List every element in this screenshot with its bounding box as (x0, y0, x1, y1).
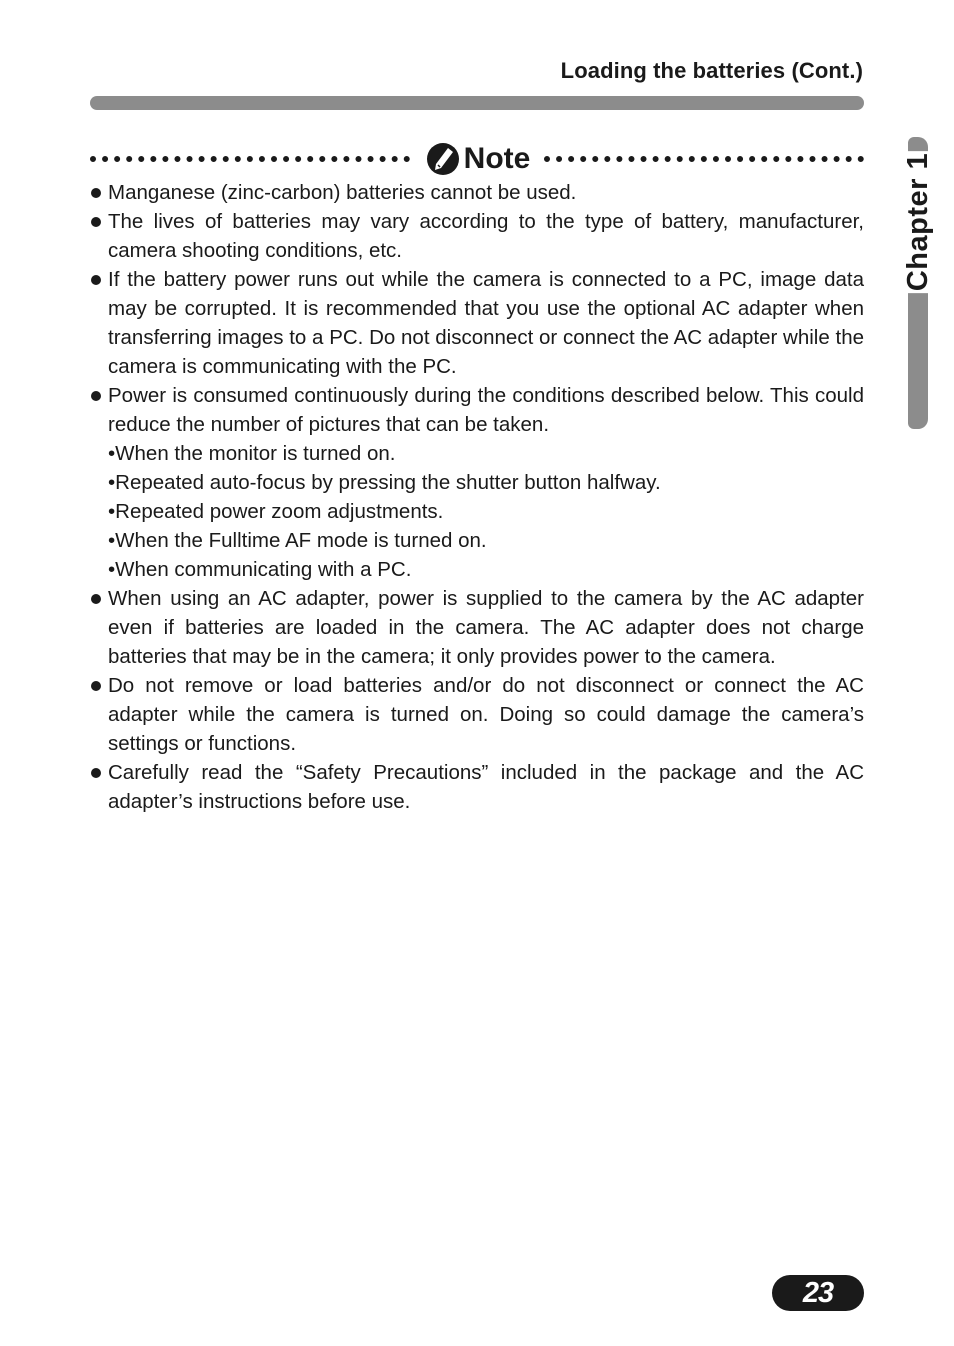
note-item (90, 178, 864, 207)
note-title: Note (463, 142, 531, 175)
page-header-title: Loading the batteries (Cont.) (560, 58, 863, 83)
note-item (90, 207, 864, 265)
note-item-text: Carefully read the “Safety Precautions” included in the package and the AC adapter’s instructions before use. (108, 761, 864, 813)
note-subitem: •When the Fulltime AF mode is turned on. (108, 529, 487, 552)
note-item (90, 671, 864, 758)
note-heading (426, 142, 531, 176)
bullet-dot-icon (91, 768, 101, 778)
bullet-dot-icon (91, 275, 101, 285)
note-item-text: If the battery power runs out while the camera is connected to a PC, image data may be corrupted. It is recommended that you use the optional AC adapter when transferring images to a PC. Do not disconnect or connect the AC adapter while the camera is communicating with the PC. (108, 268, 864, 378)
note-item-text: Power is consumed continuously during the conditions described below. This could reduce the number of pictures that can be taken. (108, 384, 864, 436)
note-item-text: When using an AC adapter, power is supplied to the camera by the AC adapter even if batteries are loaded in the camera. The AC adapter does not charge batteries that may be in the camera; it only provides power to the camera. (108, 587, 864, 668)
note-subitem: •When communicating with a PC. (108, 558, 412, 581)
note-item-text: Manganese (zinc-carbon) batteries cannot be used. (108, 181, 577, 204)
note-heading-row (90, 140, 864, 178)
note-item-text: The lives of batteries may vary according to the type of battery, manufacturer, camera shooting conditions, etc. (108, 210, 864, 262)
chapter-label: Chapter 1 (902, 152, 934, 292)
bullet-dot-icon (91, 594, 101, 604)
header-rule (90, 96, 864, 110)
note-item (90, 265, 864, 381)
bullet-dot-icon (91, 217, 101, 227)
note-subitem: •Repeated auto-focus by pressing the shutter button halfway. (108, 471, 661, 494)
dotted-rule-right (544, 156, 864, 162)
note-pencil-icon (426, 142, 460, 176)
bullet-dot-icon (91, 188, 101, 198)
note-subitem: •When the monitor is turned on. (108, 442, 396, 465)
dotted-rule-left (90, 156, 410, 162)
note-subitem: •Repeated power zoom adjustments. (108, 500, 444, 523)
note-item (90, 758, 864, 816)
note-content (90, 178, 864, 816)
note-item-text: Do not remove or load batteries and/or do not disconnect or connect the AC adapter while the camera is turned on. Doing so could damage the camera’s settings or functions. (108, 674, 864, 755)
page-number: 23 (772, 1275, 864, 1311)
note-item (90, 381, 864, 439)
bullet-dot-icon (91, 681, 101, 691)
note-item (90, 584, 864, 671)
bullet-dot-icon (91, 391, 101, 401)
